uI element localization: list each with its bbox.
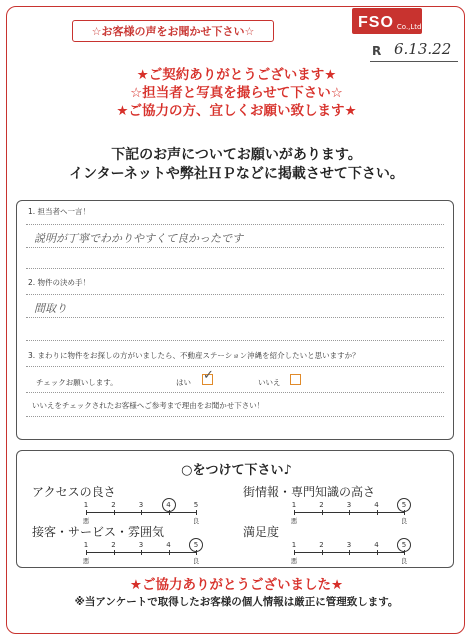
q2-answer-handwritten[interactable]: 間取り: [34, 302, 67, 315]
rating-number[interactable]: 1: [83, 541, 89, 549]
answer-line: [26, 317, 444, 318]
answer-line: [26, 366, 444, 367]
answer-line: [26, 340, 444, 341]
rating-label-access: アクセスの良さ: [32, 485, 116, 499]
headline-line: ★ご契約ありがとうございます★: [136, 67, 337, 83]
rating-number[interactable]: 4: [374, 541, 379, 549]
q1-answer-handwritten[interactable]: 説明が丁寧でわかりやすくて良かったです: [34, 232, 243, 245]
ratings-title: ○をつけて下さい♪: [181, 463, 292, 478]
answer-line: [26, 268, 444, 269]
no-label: いいえ: [258, 378, 281, 387]
rating-tick: [114, 550, 115, 555]
rating-tick: [114, 510, 115, 515]
ref-date-handwritten: 6.13.22: [394, 40, 452, 58]
ref-underline: [370, 61, 458, 62]
rating-tick: [377, 510, 378, 515]
rating-number[interactable]: 1: [291, 541, 297, 549]
scale-high-label: 良: [192, 557, 200, 565]
scale-low-label: 悪: [290, 557, 298, 565]
privacy-note: ※当アンケートで取得したお客様の個人情報は厳正に管理致します。: [74, 596, 399, 608]
logo-main-text: FSO: [358, 14, 394, 31]
answer-line: [26, 392, 444, 393]
selected-rating-circle: [162, 498, 176, 512]
check-prompt: チェックお願いします。: [36, 378, 118, 387]
rating-label-service: 接客・サービス・雰囲気: [32, 525, 165, 539]
answer-line: [26, 247, 444, 248]
selected-rating-circle: [397, 538, 411, 552]
q1-label: 1. 担当者へ一言！: [28, 207, 91, 216]
rating-tick: [322, 550, 323, 555]
rating-number[interactable]: 1: [83, 501, 89, 509]
check-mark-icon: ✓: [203, 368, 214, 383]
rating-number[interactable]: 5: [193, 501, 199, 509]
header-tag: ☆お客様の声をお聞かせ下さい☆: [72, 20, 274, 42]
rating-number[interactable]: 4: [166, 501, 171, 509]
rating-tick: [86, 550, 87, 555]
rating-tick: [294, 550, 295, 555]
scale-low-label: 悪: [82, 557, 90, 565]
scale-high-label: 良: [400, 557, 408, 565]
rating-tick: [349, 550, 350, 555]
selected-rating-circle: [189, 538, 203, 552]
rating-tick: [169, 550, 170, 555]
intro-block: [0, 146, 473, 184]
scale-low-label: 悪: [290, 517, 298, 525]
rating-number[interactable]: 5: [401, 501, 407, 509]
rating-number[interactable]: 3: [346, 501, 352, 509]
headline-block: [0, 66, 473, 120]
rating-number[interactable]: 2: [319, 501, 324, 509]
rating-number[interactable]: 1: [291, 501, 297, 509]
rating-tick: [294, 510, 295, 515]
rating-label-knowledge: 街情報・専門知識の高さ: [243, 485, 376, 499]
rating-label-satisfaction: 満足度: [243, 525, 280, 539]
answer-line: [26, 224, 444, 225]
no-checkbox[interactable]: [290, 374, 301, 385]
logo-sub-text: Co.,Ltd.: [396, 23, 424, 31]
rating-number[interactable]: 5: [193, 541, 199, 549]
scale-high-label: 良: [400, 517, 408, 525]
ref-label: R: [372, 44, 382, 58]
q2-label: 2. 物件の決め手！: [28, 278, 91, 287]
yes-label: はい: [176, 378, 191, 387]
rating-tick: [349, 510, 350, 515]
q3-label: 3. まわりに物件をお探しの方がいましたら、不動産ステーション沖縄を紹介したいと思いますか？: [28, 351, 360, 360]
rating-number[interactable]: 2: [111, 501, 116, 509]
rating-number[interactable]: 3: [346, 541, 352, 549]
rating-number[interactable]: 4: [166, 541, 171, 549]
intro-line: 下記のお声についてお願いがあります。: [111, 147, 362, 163]
selected-rating-circle: [397, 498, 411, 512]
rating-number[interactable]: 3: [138, 501, 144, 509]
reason-prompt: いいえをチェックされたお客様へご参考まで理由をお聞かせ下さい！: [32, 401, 265, 410]
answer-line: [26, 416, 444, 417]
answer-line: [26, 294, 444, 295]
rating-tick: [141, 550, 142, 555]
scale-low-label: 悪: [82, 517, 90, 525]
rating-tick: [322, 510, 323, 515]
rating-number[interactable]: 4: [374, 501, 379, 509]
rating-tick: [141, 510, 142, 515]
headline-line: ★ご協力の方、宜しくお願い致します★: [116, 103, 357, 119]
rating-tick: [377, 550, 378, 555]
rating-tick: [196, 510, 197, 515]
scale-high-label: 良: [192, 517, 200, 525]
rating-number[interactable]: 3: [138, 541, 144, 549]
reference-field: [370, 40, 458, 60]
intro-line: インターネットや弊社ＨＰなどに掲載させて下さい。: [69, 166, 404, 182]
rating-number[interactable]: 2: [111, 541, 116, 549]
company-logo: [352, 8, 422, 34]
rating-tick: [86, 510, 87, 515]
thanks-line: ★ご協力ありがとうございました★: [129, 577, 344, 593]
headline-line: ☆担当者と写真を撮らせて下さい☆: [130, 85, 343, 101]
rating-number[interactable]: 5: [401, 541, 407, 549]
rating-number[interactable]: 2: [319, 541, 324, 549]
